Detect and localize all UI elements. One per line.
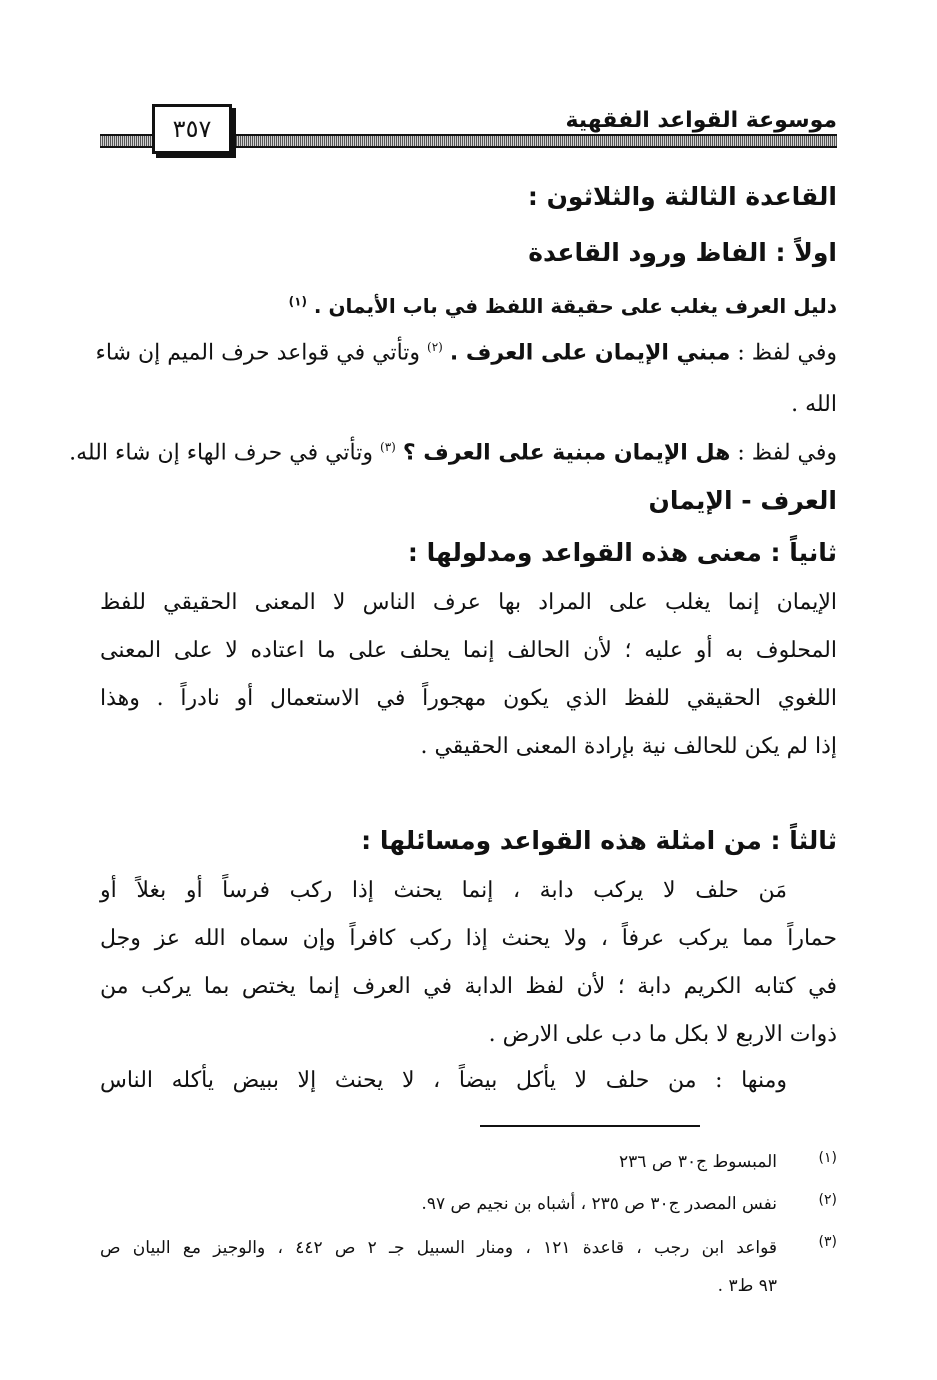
- paragraph-line: اللغوي الحقيقي للفظ الذي يكون مهجوراً في الاستعمال أو نادراً . وهذا: [100, 686, 837, 711]
- paragraph-line: ومنها : من حلف لا يأكل بيضاً ، لا يحنث إلا ببيض يأكله الناس: [100, 1068, 787, 1093]
- running-header-title: موسوعة القواعد الفقهية: [565, 108, 837, 133]
- footnote-number: (٣): [818, 1234, 837, 1250]
- footnote-number: (١): [818, 1150, 837, 1166]
- paragraph-line: الإيمان إنما يغلب على المراد بها عرف الناس لا المعنى الحقيقي للفظ: [100, 590, 837, 615]
- footnote-ref-3[interactable]: (٣): [380, 440, 396, 454]
- paragraph-line: في كتابه الكريم دابة ؛ لأن لفظ الدابة في العرف إنما يختص بما يركب من: [100, 974, 837, 999]
- section-heading-3: ثالثاً : من امثلة هذه القواعد ومسائلها :: [361, 826, 837, 855]
- footnote-number: (٢): [818, 1192, 837, 1208]
- variant-1-continuation: الله .: [791, 392, 837, 417]
- footnote-ref-1[interactable]: (١): [288, 294, 307, 309]
- paragraph-line: إذا لم يكن للحالف نية بإرادة المعنى الحقيقي .: [420, 734, 837, 759]
- section-heading-2: ثانياً : معنى هذه القواعد ومدلولها :: [407, 538, 837, 567]
- footnote-text: المبسوط ج٣٠ ص ٢٣٦: [619, 1152, 777, 1172]
- paragraph-line: المحلوف به أو عليه ؛ لأن الحالف إنما يحلف على ما اعتاده لا على المعنى: [100, 638, 837, 663]
- rule-title: القاعدة الثالثة والثلاثون :: [527, 182, 837, 211]
- footnote-text: قواعد ابن رجب ، قاعدة ١٢١ ، ومنار السبيل جـ ٢ ص ٤٤٢ ، والوجيز مع البيان ص: [100, 1238, 777, 1258]
- variant-2: وفي لفظ : هل الإيمان مبنية على العرف ؟ $^{(٣)}$ وتأتي في حرف الهاء إن شاء الله.: [69, 440, 837, 466]
- footnote-ref-2[interactable]: (٢): [427, 340, 443, 354]
- keywords: العرف - الإيمان: [648, 486, 837, 515]
- section-heading-1: اولاً : الفاظ ورود القاعدة: [528, 238, 837, 267]
- page-number: ٣٥٧: [152, 104, 232, 154]
- rule-text: دليل العرف يغلب على حقيقة اللفظ في باب الأيمان . $^{(١)}$: [288, 294, 837, 318]
- footnote-text: نفس المصدر ج٣٠ ص ٢٣٥ ، أشباه بن نجيم ص ٩٧.: [421, 1194, 777, 1214]
- footnote-text-continuation: ٩٣ ط٣ .: [717, 1276, 777, 1296]
- variant-1: وفي لفظ : مبني الإيمان على العرف . $^{(٢)}$ وتأتي في قواعد حرف الميم إن شاء: [95, 340, 837, 366]
- paragraph-line: حماراً مما يركب عرفاً ، ولا يحنث إذا ركب كافراً وإن سماه الله عز وجل: [100, 926, 837, 951]
- paragraph-line: ذوات الاربع لا بكل ما دب على الارض .: [488, 1022, 837, 1047]
- footnote-separator: [480, 1125, 700, 1127]
- paragraph-line: مَن حلف لا يركب دابة ، إنما يحنث إذا ركب فرساً أو بغلاً أو: [100, 878, 787, 903]
